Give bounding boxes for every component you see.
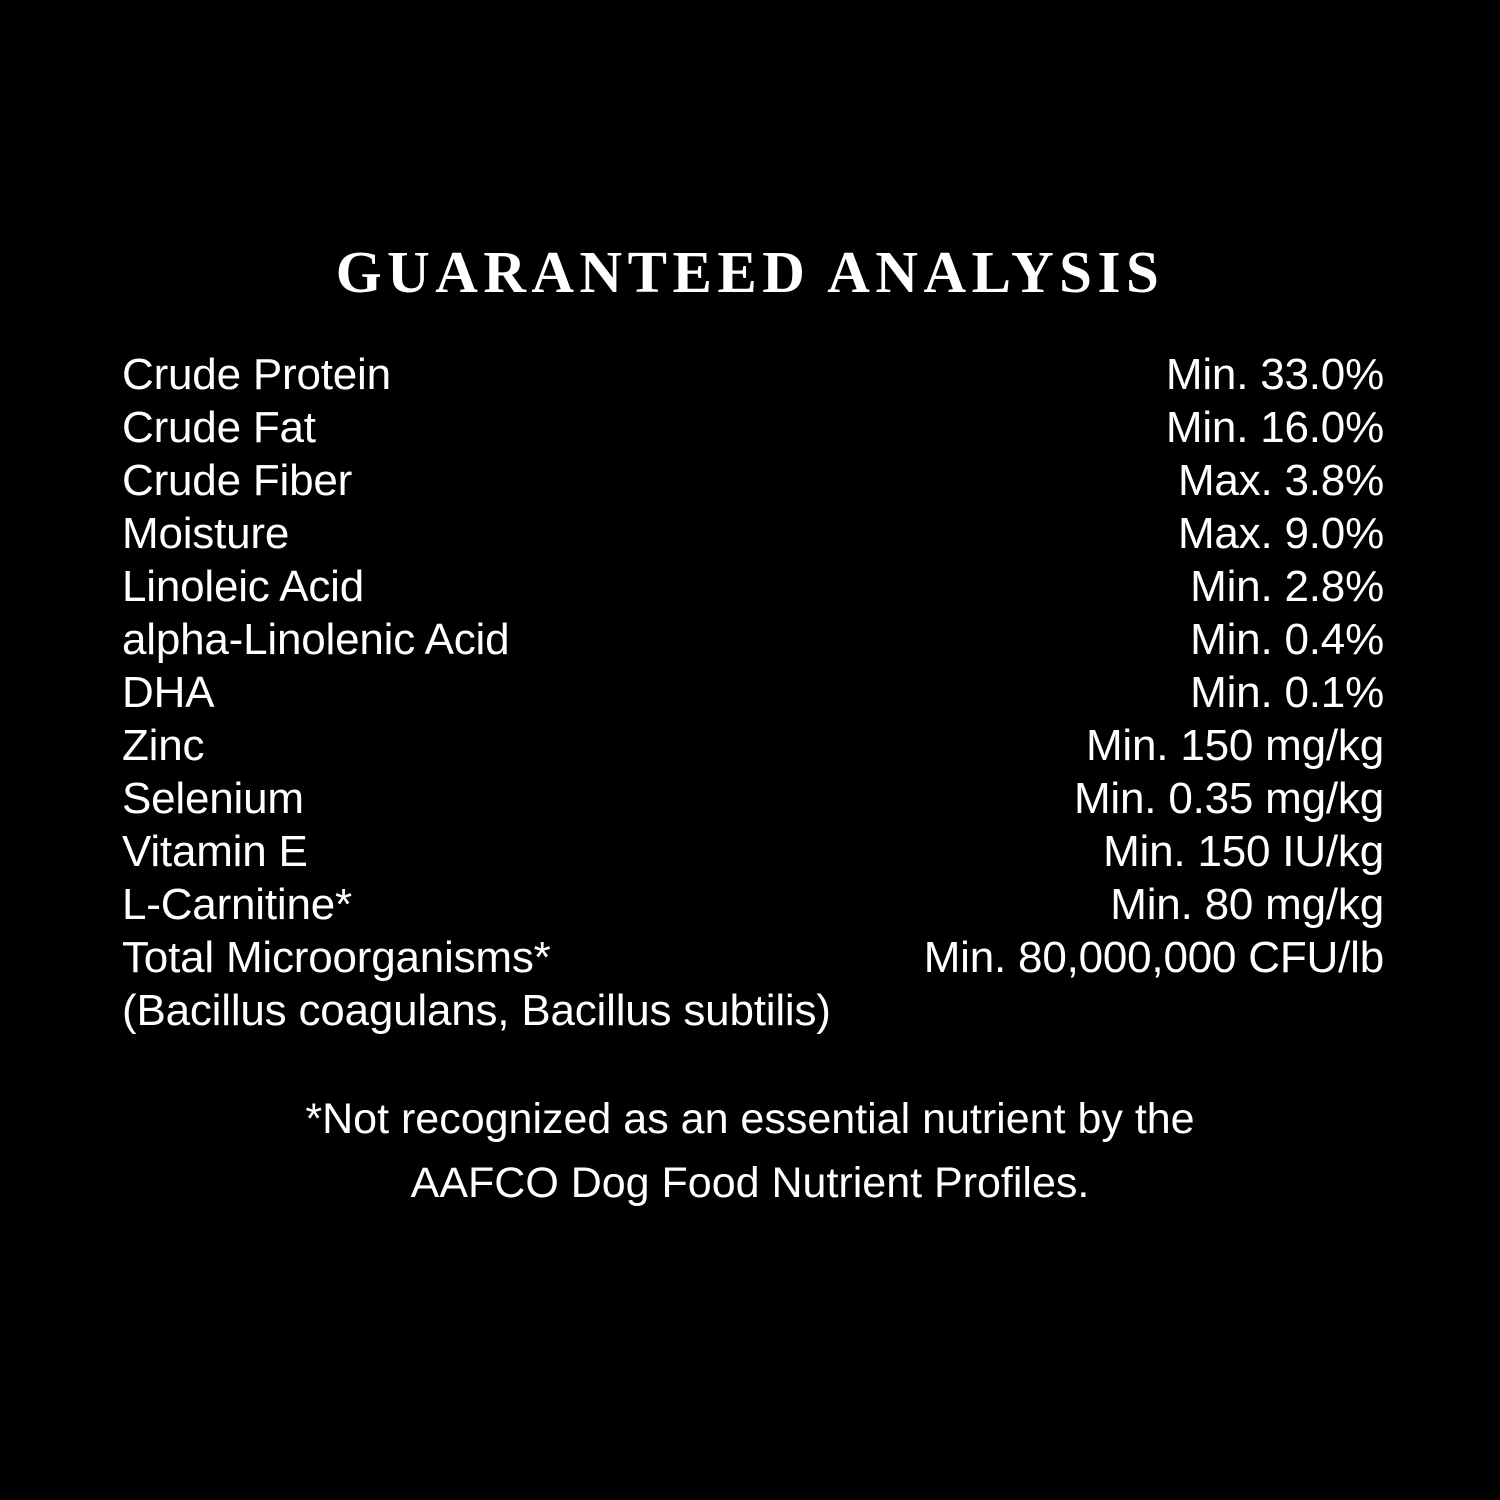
nutrient-name: alpha-Linolenic Acid [122, 615, 510, 664]
table-row [122, 560, 1384, 613]
table-row [122, 401, 1384, 454]
nutrient-name: Moisture [122, 509, 290, 558]
nutrient-amount: Min. 16.0% [1165, 403, 1384, 452]
nutrient-amount: Min. 0.4% [1190, 615, 1384, 664]
nutrient-name: Selenium [122, 774, 304, 823]
footnote [150, 1087, 1350, 1215]
nutrient-amount: Max. 3.8% [1177, 456, 1384, 505]
table-row [122, 931, 1384, 984]
table-row [122, 878, 1384, 931]
nutrient-name: Crude Fat [122, 403, 316, 452]
table-row [122, 772, 1384, 825]
nutrient-amount: Min. 80 mg/kg [1110, 880, 1384, 929]
nutrient-name: Linoleic Acid [122, 562, 364, 611]
nutrient-name: L-Carnitine* [122, 880, 352, 929]
footnote-line-2: AAFCO Dog Food Nutrient Profiles. [410, 1159, 1090, 1207]
nutrient-name: Crude Fiber [122, 456, 353, 505]
nutrient-name: Total Microorganisms* [122, 933, 551, 982]
nutrient-name: Zinc [122, 721, 205, 770]
table-row [122, 666, 1384, 719]
organisms-note: (Bacillus coagulans, Bacillus subtilis) [122, 986, 831, 1035]
nutrient-amount: Min. 0.35 mg/kg [1073, 774, 1384, 823]
nutrient-amount: Min. 150 IU/kg [1103, 827, 1384, 876]
table-row [122, 507, 1384, 560]
table-row [122, 719, 1384, 772]
page-title: GUARANTEED ANALYSIS [335, 239, 1165, 305]
table-row [122, 348, 1384, 401]
nutrient-amount: Max. 9.0% [1177, 509, 1384, 558]
table-row [122, 454, 1384, 507]
nutrient-amount: Min. 2.8% [1190, 562, 1384, 611]
nutrient-amount: Min. 80,000,000 CFU/lb [923, 933, 1384, 982]
footnote-line-1: *Not recognized as an essential nutrient by the [305, 1095, 1195, 1143]
table-row [122, 825, 1384, 878]
table-row [122, 613, 1384, 666]
nutrition-table [122, 348, 1384, 1037]
nutrient-amount: Min. 33.0% [1165, 350, 1384, 399]
nutrient-amount: Min. 150 mg/kg [1085, 721, 1384, 770]
nutrient-name: Crude Protein [122, 350, 391, 399]
nutrient-amount: Min. 0.1% [1190, 668, 1384, 717]
nutrient-name: DHA [122, 668, 215, 717]
nutrient-name: Vitamin E [122, 827, 308, 876]
